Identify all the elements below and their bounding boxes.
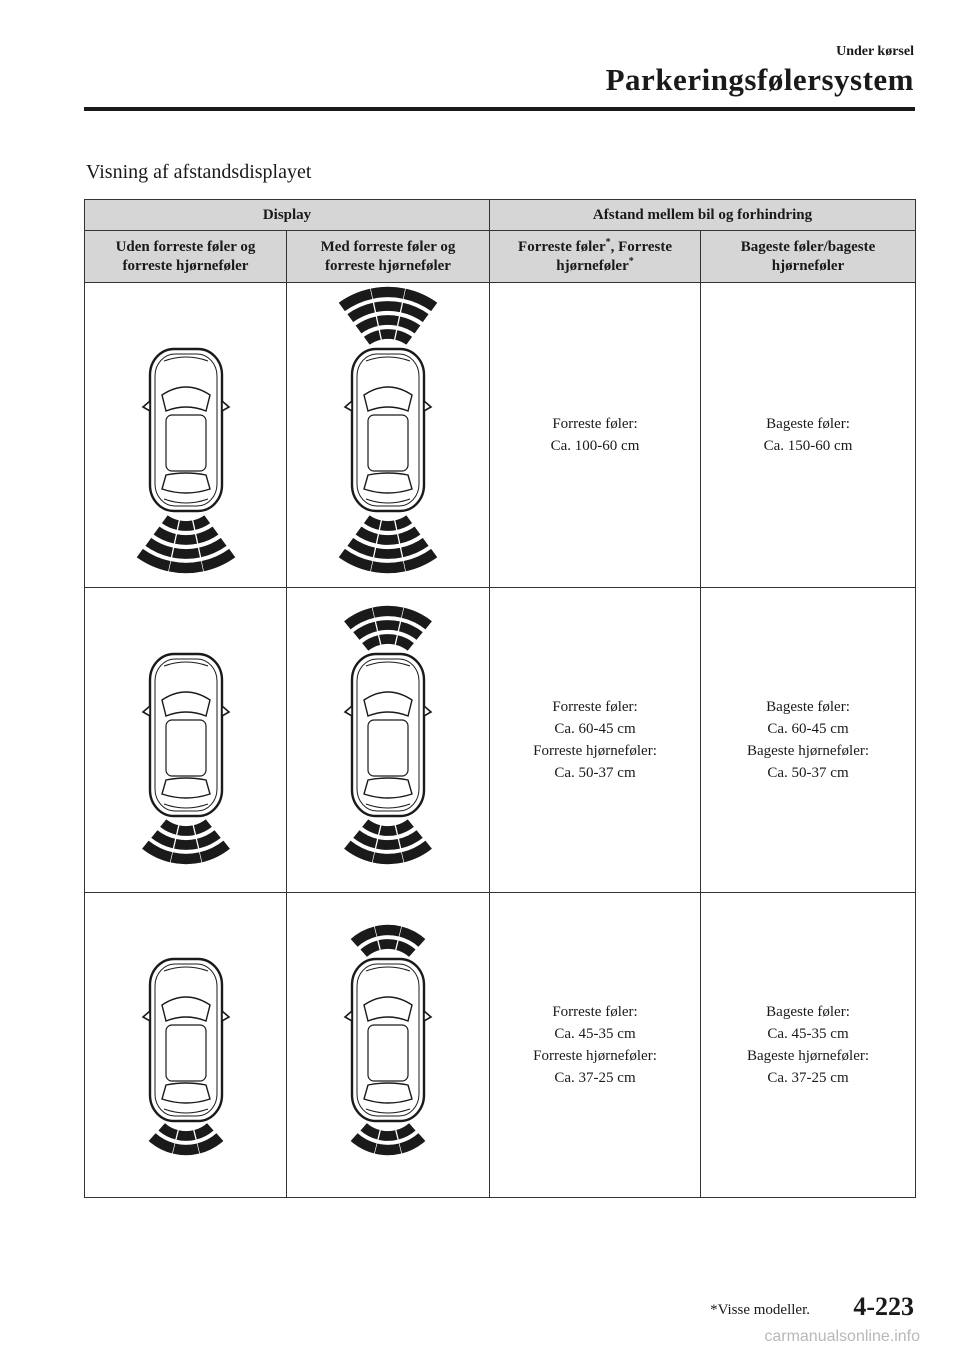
car-top-view-icon xyxy=(345,959,431,1121)
header-rear-sensor: Bageste føler/bageste hjørneføler xyxy=(701,231,916,283)
sensor-zone-segment xyxy=(174,534,197,546)
header-distance: Afstand mellem bil og forhindring xyxy=(490,200,916,231)
car-front-rear-sensor-illustration xyxy=(298,588,478,892)
rear-distance-cell: Bageste føler: Ca. 150-60 cm xyxy=(701,283,916,588)
rear-sensor-zone xyxy=(350,1122,426,1155)
header-without-front-sensor: Uden forreste føler og forreste hjørneføler xyxy=(85,231,287,283)
rear-sensor-zone xyxy=(148,1122,224,1155)
running-header-title: Parkeringsfølersystem xyxy=(605,62,914,97)
sensor-zone-segment xyxy=(170,852,202,865)
car-top-view-icon xyxy=(143,349,229,511)
front-sensor-zone xyxy=(344,606,433,652)
table-row xyxy=(85,893,916,1198)
rear-sensor-zone xyxy=(136,514,235,573)
sensor-zone-segment xyxy=(379,329,397,341)
sensor-zone-segment xyxy=(375,838,400,850)
sensor-zone-segment xyxy=(378,634,397,646)
sensor-zone-segment xyxy=(378,1130,399,1142)
header-display: Display xyxy=(85,200,490,231)
sensor-zone-segment xyxy=(372,606,404,619)
sensor-zone-segment xyxy=(175,1130,196,1142)
watermark: carmanualsonline.info xyxy=(764,1328,920,1345)
display-with-front-cell xyxy=(287,588,490,893)
sensor-zone-segment xyxy=(177,520,195,532)
car-front-rear-sensor-illustration xyxy=(298,283,478,587)
car-top-view-icon xyxy=(345,349,431,511)
sensor-zone-segment xyxy=(378,825,397,837)
front-distance-cell: Forreste føler: Ca. 100-60 cm xyxy=(490,283,701,588)
display-without-front-cell xyxy=(85,283,287,588)
sensor-zone-segment xyxy=(375,620,400,632)
display-with-front-cell xyxy=(287,283,490,588)
front-sensor-zone xyxy=(338,287,437,346)
sensor-zone-segment xyxy=(172,1143,199,1155)
car-rear-sensor-illustration xyxy=(96,893,276,1197)
display-without-front-cell xyxy=(85,893,287,1198)
front-distance-cell: Forreste føler: Ca. 60-45 cm Forreste hjørneføler: Ca. 50-37 cm xyxy=(490,588,701,893)
sensor-zone-segment xyxy=(378,939,399,951)
sensor-zone-segment xyxy=(171,547,200,559)
table-row xyxy=(85,283,916,588)
car-top-view-icon xyxy=(143,959,229,1121)
display-without-front-cell xyxy=(85,588,287,893)
sensor-zone-segment xyxy=(379,520,397,532)
rear-sensor-zone xyxy=(338,514,437,573)
car-front-rear-sensor-illustration xyxy=(298,893,478,1197)
page-number: 4-223 xyxy=(853,1292,914,1321)
sensor-zone-segment xyxy=(374,1143,401,1155)
car-top-view-icon xyxy=(345,654,431,816)
front-sensor-zone xyxy=(350,925,426,958)
car-rear-sensor-illustration xyxy=(96,588,276,892)
sensor-zone-segment xyxy=(376,315,399,327)
rear-distance-cell: Bageste føler: Ca. 60-45 cm Bageste hjørneføler: Ca. 50-37 cm xyxy=(701,588,916,893)
header-front-sensor: Forreste føler*, Forreste hjørneføler* xyxy=(490,231,701,283)
sensor-zone-segment xyxy=(372,852,404,865)
sensor-zone-segment xyxy=(374,925,401,937)
sensor-zone-segment xyxy=(370,287,405,300)
section-title: Visning af afstandsdisplayet xyxy=(86,161,312,183)
front-distance-cell: Forreste føler: Ca. 45-35 cm Forreste hjørneføler: Ca. 37-25 cm xyxy=(490,893,701,1198)
sensor-zone-segment xyxy=(168,561,203,574)
rear-sensor-zone xyxy=(141,818,230,864)
sensor-zone-segment xyxy=(376,534,399,546)
rear-distance-cell: Bageste føler: Ca. 45-35 cm Bageste hjørneføler: Ca. 37-25 cm xyxy=(701,893,916,1198)
car-top-view-icon xyxy=(143,654,229,816)
distance-display-table xyxy=(84,199,916,1198)
sensor-zone-segment xyxy=(173,838,198,850)
sensor-zone-segment xyxy=(370,561,405,574)
table-row xyxy=(85,588,916,893)
header-with-front-sensor: Med forreste føler og forreste hjørneføler xyxy=(287,231,490,283)
sensor-zone-segment xyxy=(176,825,195,837)
rear-sensor-zone xyxy=(344,818,433,864)
footnote: *Visse modeller. xyxy=(710,1302,810,1318)
car-rear-sensor-illustration xyxy=(96,283,276,587)
sensor-zone-segment xyxy=(373,301,402,313)
sensor-zone-segment xyxy=(373,547,402,559)
header-rule xyxy=(84,107,915,111)
display-with-front-cell xyxy=(287,893,490,1198)
running-header-section: Under kørsel xyxy=(836,44,914,59)
